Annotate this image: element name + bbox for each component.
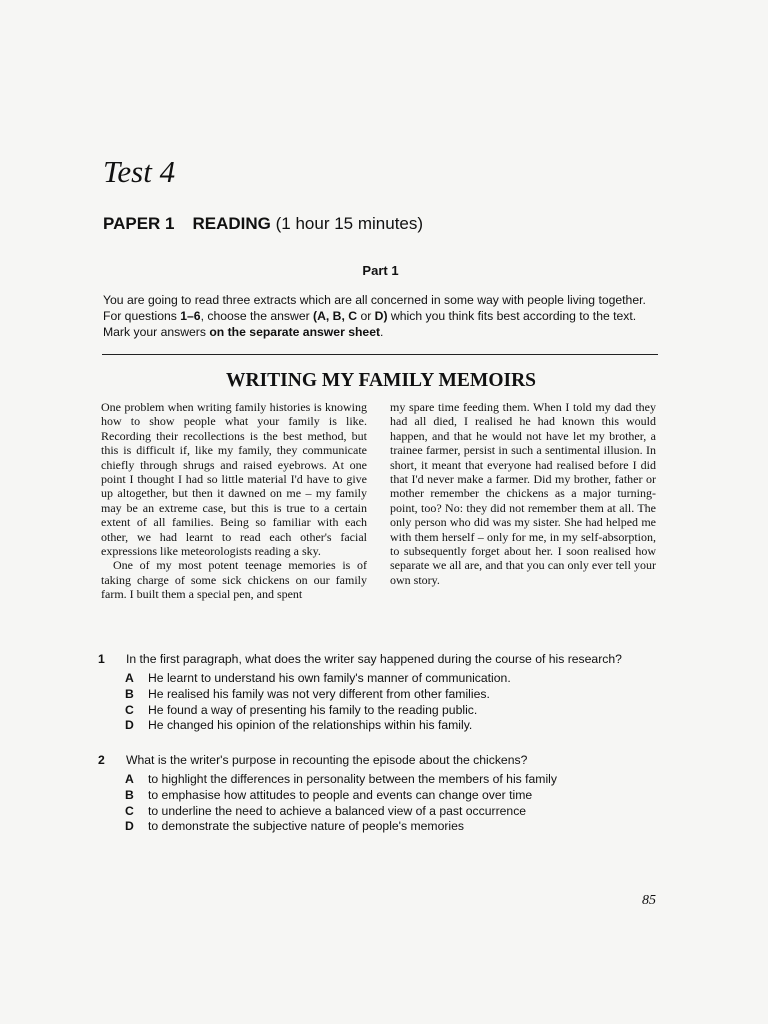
question — [98, 650, 678, 734]
answer-options — [125, 772, 678, 835]
article-column-right — [390, 400, 656, 587]
answer-option[interactable] — [125, 703, 678, 719]
answer-option[interactable] — [125, 772, 678, 788]
option-text: He found a way of presenting his family to the reading public. — [148, 702, 478, 717]
option-letter: C — [125, 803, 134, 818]
option-letter: D — [125, 819, 134, 834]
article-paragraph — [101, 558, 367, 601]
page-number: 85 — [642, 893, 656, 908]
option-text: He realised his family was not very different from other families. — [148, 686, 490, 701]
option-letter: A — [125, 772, 134, 786]
option-letter: C — [125, 702, 134, 717]
answer-option[interactable] — [125, 804, 678, 820]
option-text: He learnt to understand his own family's manner of communication. — [148, 671, 511, 685]
answer-option[interactable] — [125, 718, 678, 734]
article-paragraph-part: One of my most potent teenage memories is of taking charge of some sick chickens on our family farm. I built them a special pen, and spent — [101, 558, 367, 602]
answer-option[interactable] — [125, 671, 678, 687]
paper-label: PAPER 1 — [103, 214, 175, 233]
article-paragraph-part: my spare time feeding them. When I told my dad they had all died, I realised he had known this would happen, and that he would not have let my brother, a trainee farmer, persist in such a sentimental illusion. In short, it meant that everyone had realised before I did that I'd never make a farmer. Did my brother, father or mother remember the chickens as a major turning-point, too? No: they did not remember them at all. The only person who did was my sister. She had helped me with them herself – only for me, in my self-absorption, to subsequently forget about her. I soon realised how separate we all are, and that you can only ever tell your own story. — [390, 400, 656, 587]
article-column-left — [101, 400, 367, 602]
test-title: Test 4 — [103, 154, 176, 189]
answer-option[interactable] — [125, 788, 678, 804]
section-label: READING — [192, 214, 271, 233]
question-stem: What is the writer's purpose in recounting the episode about the chickens? — [126, 753, 528, 767]
instructions — [103, 292, 659, 340]
option-text: to emphasise how attitudes to people and events can change over time — [148, 787, 533, 802]
part-label: Part 1 — [362, 263, 399, 278]
instructions-text: . — [380, 325, 384, 339]
option-letter: D — [125, 718, 134, 733]
section-divider — [102, 354, 658, 355]
option-text: He changed his opinion of the relationships within his family. — [148, 718, 473, 733]
option-text: to highlight the differences in personality between the members of his family — [148, 772, 557, 786]
answer-options — [125, 671, 678, 734]
option-letter: B — [125, 686, 134, 701]
answer-choices: (A, B, C — [313, 309, 358, 323]
duration: (1 hour 15 minutes) — [275, 214, 424, 233]
article-paragraph: One problem when writing family histories is knowing how to show people what your family is like. Recording their recollections is the best method, but this is difficult if, like my family, they communicate chiefly through shrugs and raised eyebrows. At one point I thought I had so little material I'd have to give up altogether, but then it dawned on me – my family may be an extreme case, but this is true to a certain extent of all families. Being so familiar with each other, we had learnt to read each other's facial expressions like meteorologists reading a sky. — [101, 400, 367, 559]
option-letter: A — [125, 671, 134, 685]
option-letter: B — [125, 787, 134, 802]
article-paragraph-continued — [390, 400, 656, 587]
question-number: 2 — [98, 753, 105, 767]
question — [98, 751, 678, 835]
instructions-text: or — [357, 309, 375, 323]
answer-option[interactable] — [125, 819, 678, 835]
question-number: 1 — [98, 652, 105, 666]
article-title: WRITING MY FAMILY MEMOIRS — [225, 370, 537, 391]
instructions-text: , choose the answer — [200, 309, 314, 323]
option-text: to demonstrate the subjective nature of people's memories — [148, 819, 464, 834]
paper-heading — [103, 212, 423, 236]
questions-range: 1–6 — [180, 309, 201, 323]
instructions-text: which you think fits best according to the text. Mark your answers — [103, 309, 637, 339]
instructions-text: You are going to read three extracts which are all concerned in some way with people living together. For questions — [103, 293, 646, 323]
question-stem: In the first paragraph, what does the writer say happened during the course of his research? — [126, 652, 622, 666]
instructions-emphasis: on the separate answer sheet — [209, 325, 381, 339]
answer-option[interactable] — [125, 687, 678, 703]
option-text: to underline the need to achieve a balanced view of a past occurrence — [148, 803, 527, 818]
answer-choices: D) — [374, 309, 388, 323]
